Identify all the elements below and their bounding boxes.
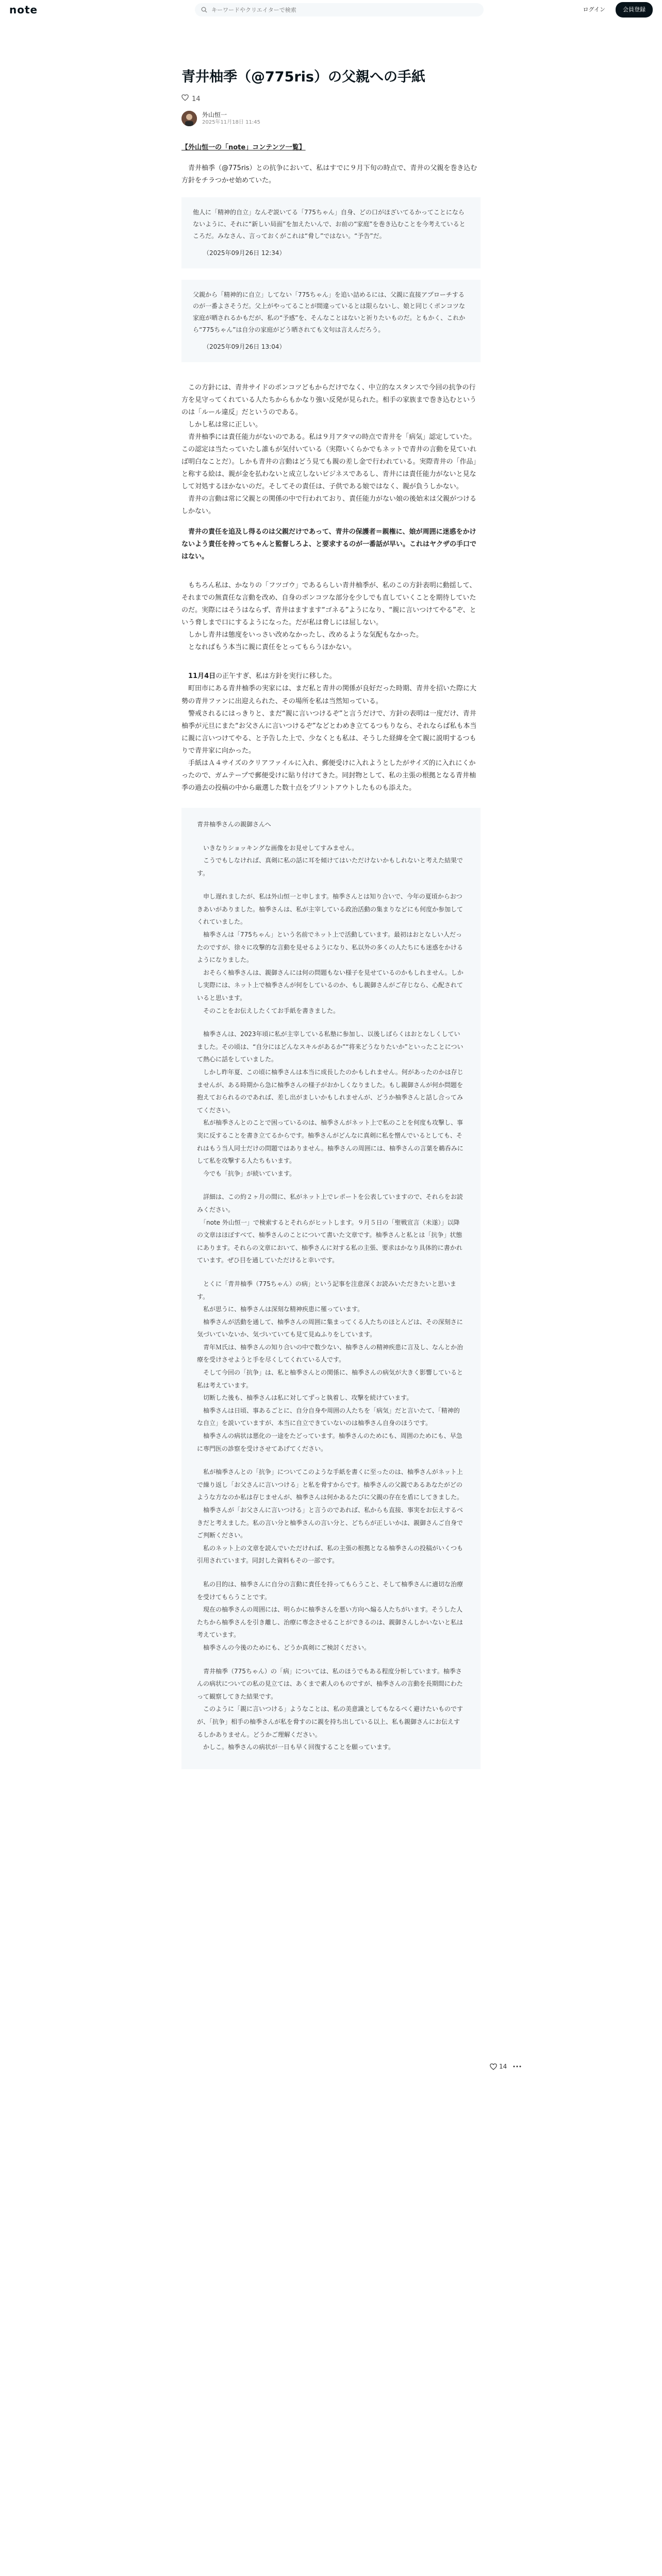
article [181, 67, 481, 1785]
like-row [181, 93, 481, 106]
letter-paragraph: 柚季さんは日頃、事あるごとに、自分自身や周囲の人たちを「病気」だと言いたて、「精神的な自立」を説いていますが、本当に自立できていないのは柚季さん自身のほうです。 [197, 1406, 460, 1427]
like-count: 14 [192, 95, 201, 104]
site-header [0, 0, 662, 20]
note-logo[interactable]: note [9, 3, 38, 16]
letter-paragraph: こうでもしなければ、真剣に私の話に耳を傾けてはいただけないかもしれないと考えた結果です。 [197, 857, 464, 877]
author-meta [202, 111, 260, 126]
letter-paragraph: このように「親に言いつける」ようなことは、私の美意識としてもなるべく避けたいものですが、「抗争」相手の柚季さんが私を脅すのに親を持ち出している以上、私も親御さんにお伝えするしかありません。どうかご理解ください。 [197, 1705, 464, 1738]
quote-block [181, 280, 481, 362]
letter-paragraph: 私が柚季さんとのことで困っているのは、柚季さんがネット上で私のことを何度も攻撃し、事実に反することを書き立てるからです。柚季さんがどんなに真剣に私を憎んでいるとしても、それはもう当人同士だけの問題ではありません。柚季さんの周囲には、柚季さんの言葉を鵜呑みにして私を攻撃する人たちもいます。 [197, 1119, 464, 1165]
paragraph: もちろん私は、かなりの「フツゴウ」であるらしい青井柚季が、私のこの方針表明に動揺して、それまでの無責任な言動を改め、自身のポンコツな部分を少しでも直していくことを期待していたのだ。実際にはそうはならず、青井はますます“ゴネる”ようになり、“親に言いつけてやる”ぞ、という脅しまで口にするようになった。だが私は脅しには屈しない。 しかし青井は態度をいっさい改めなかったし、改めるような気配もなかった。 となればもう本当に親に責任をとってもらうほかない。 [181, 582, 476, 652]
floating-actions [490, 2061, 521, 2072]
letter-body [197, 842, 465, 1754]
author-row[interactable] [181, 111, 481, 126]
letter-paragraph: とくに「青井柚季（775ちゃん）の病」という記事を注意深くお読みいただきたいと思います。 [197, 1280, 456, 1300]
letter-paragraph: 私が思うに、柚季さんは深刻な精神疾患に罹っています。 [197, 1306, 364, 1313]
header-actions [578, 2, 653, 18]
letter-paragraph: 私が柚季さんとの「抗争」についてこのような手紙を書くに至ったのは、柚季さんがネット上で繰り返し「お父さんに言いつける」と私を脅すからです。柚季さんの父親であるあなたがどのような方なのか私は存じませんが、柚季さんは何かあるたびに父親の存在を盾にしてきました。 [197, 1468, 464, 1501]
search-input[interactable] [211, 7, 477, 13]
heart-icon[interactable] [181, 93, 189, 106]
letter-paragraph: 「note 外山恒一」で検索するとそれらがヒットします。９月５日の「聖戦宣言（未遂）」以降の文章はほぼすべて、柚季さんのことについて書いた文章です。柚季さんと私とは「抗争」状態にあります。それらの文章において、柚季さんに対する私の主張、要求はかなり具体的に書かれています。ぜひ目を通していただけると幸いです。 [197, 1218, 462, 1264]
article-body [181, 142, 481, 1769]
quote-block [181, 197, 481, 268]
paragraph: 11月4日の正午すぎ、私は方針を実行に移した。 町田市にある青井柚季の実家には、まだ私と青井の関係が良好だった時期、青井を招いた際に大勢の青井ファンに出迎えられた、その場所を私は当然知っている。 警戒されるにはっきりと、まだ“親に言いつけるぞ”と言うだけで、方針の表明は一度だけ、青井柚季が元旦にまた“お父さんに言いつけるぞ”などとわめき立てるつもりなら、それならば私も本当に親に言いつけてやる、と予告した上で、少なくとも私は、そうした経緯を全て親に説明するつもりで青井家に向かった。 手紙はＡ４サイズのクリアファイルに入れ、郵便受けに入れようとしたがサイズ的に入れにくかったので、ガムテープで郵便受けに貼り付けてきた。同封物として、私の主張の根拠となる青井柚季の過去の投稿の中から厳選した数十点をプリントアウトしたものも添えた。 [181, 672, 477, 792]
search-icon [201, 7, 207, 13]
letter-paragraph: 青井柚季（775ちゃん）の「病」については、私のほうでもある程度分析しています。柚季さんの病状についての私の見立ては、あくまで素人のものですが、柚季さんの言動を長期間にわたって観察してきた結果です。 [197, 1667, 463, 1700]
letter-paragraph: 柚季さんの病状は悪化の一途をたどっています。柚季さんのためにも、周囲のためにも、早急に専門医の診察を受けさせてあげてください。 [197, 1432, 462, 1452]
search-box[interactable] [195, 3, 484, 16]
date-emphasis: 11月4日 [188, 672, 216, 681]
quote-text: 他人に「精神的自立」なんぞ説いてる「775ちゃん」自身、どの口がほざいてるかってことにならないように、それに“新しい局面”を加えたいんで、お前の“家庭”を巻き込むことを今考えているところだ。みなさん、言っておくがこれは“脅し”ではない。“予告”だ。 [193, 209, 466, 240]
quote-date: （2025年09月26日 13:04） [203, 343, 286, 350]
letter-spacer [197, 1567, 465, 1578]
letter-paragraph: 柚季さんが「お父さんに言いつける」と言うのであれば、私からも直接、事実をお伝えするべきだと考えました。私の言い分と柚季さんの言い分と、どちらが正しいかは、親御さんご自身でご判断ください。 [197, 1506, 464, 1539]
paragraph: この方針には、青井サイドのポンコツどもからだけでなく、中立的なスタンスで今回の抗争の行方を見守ってくれている人たちからもかなり強い反発が見られた。相手の家族まで巻き込むというのは「ルール違反」だというのである。 しかし私は常に正しい。 青井柚季には責任能力がないのである。私は９月アタマの時点で青井を「病気」認定していた。この認定は当たっていたし誰もが気付いている（実際いくらかでもネットで青井の言動を見ていれば明白なことだ）。しかも青井の言動はどう見ても親の差し金で行われている。実際青井の「作品」と称する絵は、親が金を払わないと成立しないビジネスであるし、青井には責任能力がないと見なして対処するほかないのだ。そしてその責任は、子供である娘ではなく、親が負うしかない。 青井の言動は常に父親との関係の中で行われており、責任能力がない娘の後始末は父親がつけるしかない。 [181, 383, 480, 515]
emphasis-paragraph: 青井の責任を追及し得るのは父親だけであって、青井の保護者＝親権に、娘が周囲に迷惑をかけないよう責任を持ってちゃんと監督しろよ、と要求するのが一番話が早い。これはヤクザの手口ではない。 [181, 528, 477, 561]
letter-paragraph: そして今回の「抗争」は、私と柚季さんとの関係に、柚季さんの病気が大きく影響していると私は考えています。 [197, 1369, 464, 1389]
letter-spacer [197, 1654, 465, 1665]
signup-button[interactable]: 会員登録 [616, 2, 653, 18]
letter-paragraph: 今でも「抗争」が続いています。 [197, 1170, 296, 1177]
letter-paragraph: かしこ。柚季さんの病状が一日も早く回復することを願っています。 [197, 1743, 395, 1751]
floating-like-button[interactable] [490, 2061, 507, 2072]
letter-spacer [197, 1017, 465, 1028]
author-name[interactable]: 外山恒一 [202, 111, 227, 118]
letter-paragraph: 切断した後も、柚季さんは私に対してずっと執着し、攻撃を続けています。 [197, 1394, 413, 1402]
more-options-button[interactable] [513, 2065, 521, 2067]
letter-paragraph: 柚季さんは「775ちゃん」という名前でネット上で活動しています。最初はおとなしい人だったのですが、徐々に攻撃的な言動を見せるようになり、私以外の多くの人たちにも迷惑をかけるようになりました。 [197, 931, 464, 964]
letter-spacer [197, 1180, 465, 1191]
quote-date: （2025年09月26日 12:34） [203, 249, 286, 257]
login-link[interactable]: ログイン [583, 6, 605, 13]
article-title: 青井柚季（@775ris）の父親への手紙 [181, 69, 426, 85]
letter-paragraph: 私の目的は、柚季さんに自分の言動に責任を持ってもらうこと、そして柚季さんに適切な治療を受けてもらうことです。 [197, 1580, 464, 1601]
letter-title: 青井柚季さんの親御さんへ [197, 820, 271, 828]
more-dots-icon [513, 2065, 521, 2067]
letter-paragraph: 申し遅れましたが、私は外山恒一と申します。柚季さんとは知り合いで、今年の夏頃からおつきあいがありました。柚季さんは、私が主宰している政治活動の集まりなどにも何度か参加してくれていました。 [197, 893, 464, 926]
letter-quote-block [181, 808, 481, 1769]
quote-text: 父親から「精神的に自立」してない「775ちゃん」を追い詰めるには、父親に直接アプローチするのが一番よさそうだ。父上がやってることが間違っているとは限らないし、娘と同じくポンコツな家庭が晒されるかもだが、私の“予感”を、そんなことはないと祈りたいものだ。ともかく、これから“775ちゃん”は自分の家庭がどう晒されても文句は言えんだろう。 [193, 291, 466, 333]
letter-paragraph: 柚季さんの今後のためにも、どうか真剣にご検討ください。 [197, 1643, 371, 1651]
paragraph: 青井柚季（@775ris）との抗争において、私はすでに９月下旬の時点で、青井の父親を巻き込む方針をチラつかせ始めていた。 [181, 164, 477, 185]
heart-icon [490, 2063, 497, 2070]
letter-paragraph: 詳細は、この約２ヶ月の間に、私がネット上でレポートを公表していますので、それらをお読みください。 [197, 1193, 463, 1213]
letter-paragraph: 柚季さんが活動を通して、柚季さんの周囲に集まってくる人たちのほとんどは、その深刻さに気づいていないか、気づいていても見て見ぬふりをしています。 [197, 1318, 463, 1338]
post-date: 2025年11月18日 11:45 [202, 120, 260, 126]
floating-like-count: 14 [499, 2063, 507, 2070]
letter-paragraph: 私のネット上の文章を読んでいただければ、私の主張の根拠となる柚季さんの投稿がいくつも引用されています。同封した資料もその一部です。 [197, 1544, 464, 1565]
letter-paragraph: そのことをお伝えしたくてお手紙を書きました。 [197, 1007, 340, 1014]
letter-spacer [197, 879, 465, 890]
letter-paragraph: いきなりショッキングな画像をお見せしてすみません。 [197, 844, 358, 852]
avatar[interactable] [181, 111, 197, 126]
letter-spacer [197, 1267, 465, 1278]
letter-paragraph: 現在の柚季さんの周囲には、明らかに柚季さんを悪い方向へ煽る人たちがいます。そうした人たちから柚季さんを引き離し、治療に専念させることができるのは、親御さんしかいないと私は考えています。 [197, 1606, 464, 1639]
letter-paragraph: おそらく柚季さんは、親御さんには何の問題もない様子を見せているのかもしれません。しかし実際には、ネット上で柚季さんが何をしているのか、もし親御さんがご存じなら、心配されていると思います。 [197, 969, 464, 1002]
contents-list-link[interactable]: 【外山恒一の「note」コンテンツ一覧】 [181, 144, 306, 152]
letter-spacer [197, 1455, 465, 1466]
letter-paragraph: 青年Ｍ氏は、柚季さんの知り合いの中で数少ない、柚季さんの精神疾患に言及し、なんとか治療を受けさせようと手を尽くしてくれている人です。 [197, 1343, 464, 1364]
letter-paragraph: 柚季さんは、2023年頃に私が主宰している私塾に参加し、以後しばらくはおとなしくしていました。その頃は、“自分にはどんなスキルがあるか”“将来どうなりたいか”といったことについて熱心に話をしていました。 [197, 1030, 464, 1063]
letter-paragraph: しかし昨年夏、この頃に柚季さんは本当に成長したのかもしれません。何があったのかは存じませんが、ある時期から急に柚季さんの様子がおかしくなりました。もし親御さんが何か問題を抱えておられるのであれば、差し出がましいかもしれませんが、どうか柚季さんと話し合ってみてください。 [197, 1069, 464, 1114]
